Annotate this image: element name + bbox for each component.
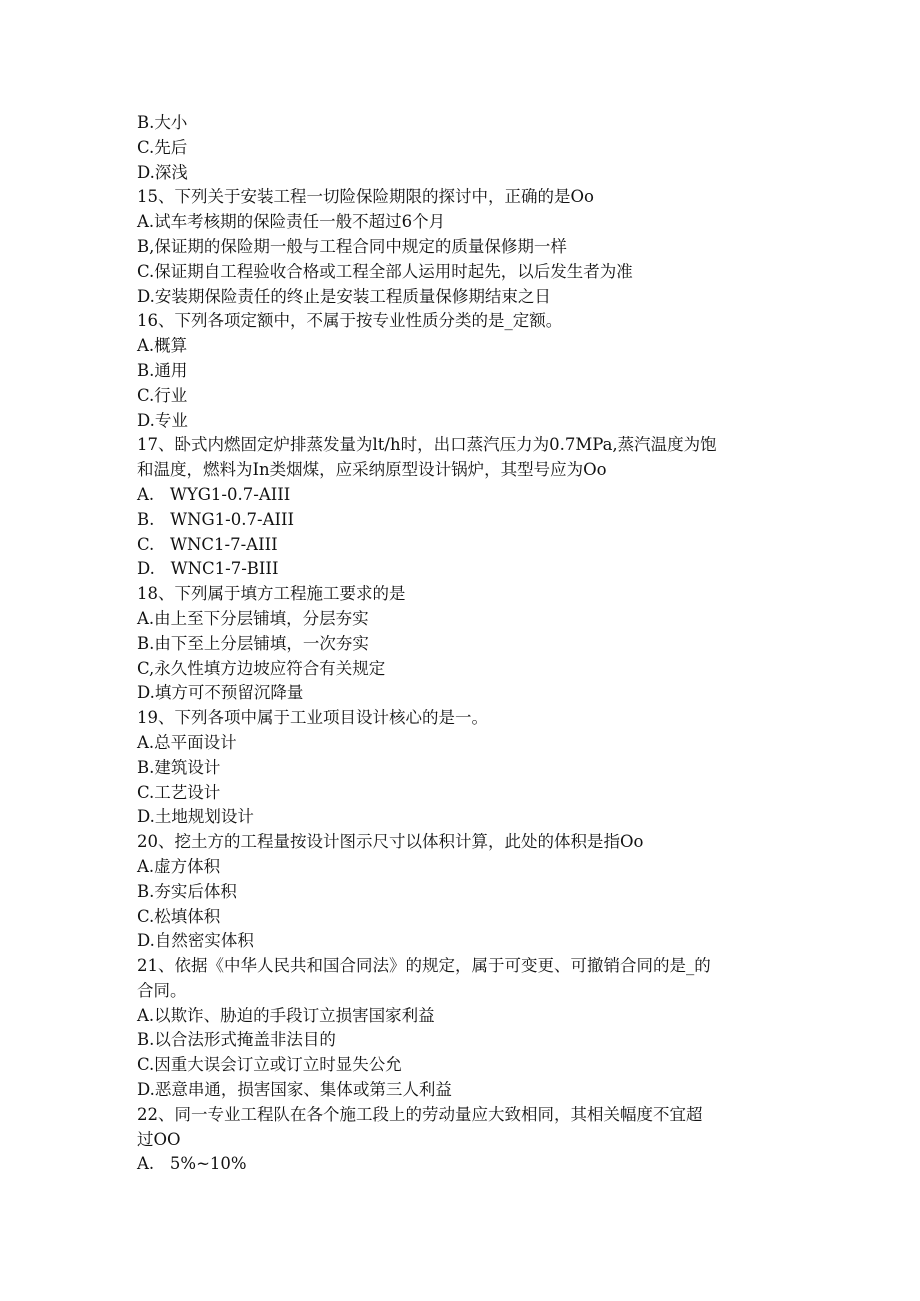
q20-option-a: A.虚方体积 <box>137 856 221 876</box>
q21-option-d: D.恶意串通，损害国家、集体或第三人利益 <box>137 1080 452 1100</box>
q15-option-c: C.保证期自工程验收合格或工程全部人运用时起先，以后发生者为准 <box>137 261 633 281</box>
q17-option-c: C. WNC1-7-AIII <box>137 534 278 554</box>
option-d-15pre: D.深浅 <box>137 162 188 182</box>
q17-option-b: B. WNG1-0.7-AIII <box>137 509 295 529</box>
q20-option-d: D.自然密实体积 <box>137 931 254 951</box>
question-16: 16、下列各项定额中，不属于按专业性质分类的是_定额。 <box>137 311 563 331</box>
q15-option-d: D.安装期保险责任的终止是安装工程质量保修期结束之日 <box>137 286 551 306</box>
q16-option-d: D.专业 <box>137 410 188 430</box>
question-22-line1: 22、同一专业工程队在各个施工段上的劳动量应大致相同，其相关幅度不宜超 <box>137 1104 703 1124</box>
q16-option-b: B.通用 <box>137 360 188 380</box>
q21-option-c: C.因重大误会订立或订立时显失公允 <box>137 1055 402 1075</box>
q19-option-d: D.土地规划设计 <box>137 807 254 827</box>
q18-option-c: C,永久性填方边坡应符合有关规定 <box>137 658 386 678</box>
question-20: 20、挖土方的工程量按设计图示尺寸以体积计算，此处的体积是指Oo <box>137 832 644 852</box>
document-page <box>137 111 787 1177</box>
q20-option-c: C.松填体积 <box>137 906 221 926</box>
question-15: 15、下列关于安装工程一切险保险期限的探讨中，正确的是Oo <box>137 187 594 207</box>
q15-option-a: A.试车考核期的保险责任一般不超过6个月 <box>137 212 446 232</box>
question-19: 19、下列各项中属于工业项目设计核心的是一。 <box>137 708 488 728</box>
q15-option-b: B,保证期的保险期一般与工程合同中规定的质量保修期一样 <box>137 236 567 256</box>
q17-option-d: D. WNC1-7-BIII <box>137 559 279 579</box>
q21-option-b: B.以合法形式掩盖非法目的 <box>137 1030 336 1050</box>
q18-option-d: D.填方可不预留沉降量 <box>137 683 304 703</box>
question-17-line2: 和温度，燃料为In类烟煤，应采纳原型设计锅炉，其型号应为Oo <box>137 460 607 480</box>
question-17-line1: 17、卧式内燃固定炉排蒸发量为lt/h时，出口蒸汽压力为0.7MPa,蒸汽温度为饱 <box>137 435 717 455</box>
q19-option-a: A.总平面设计 <box>137 732 237 752</box>
q16-option-a: A.概算 <box>137 336 188 356</box>
question-22-line2: 过OO <box>137 1129 181 1149</box>
question-21-line1: 21、依据《中华人民共和国合同法》的规定，属于可变更、可撤销合同的是_的 <box>137 956 711 976</box>
q21-option-a: A.以欺诈、胁迫的手段订立损害国家利益 <box>137 1005 435 1025</box>
q19-option-b: B.建筑设计 <box>137 757 221 777</box>
option-b-15pre: B.大小 <box>137 113 188 132</box>
question-21-line2: 合同。 <box>137 980 187 1000</box>
q19-option-c: C.工艺设计 <box>137 782 221 802</box>
q18-option-b: B.由下至上分层铺填，一次夯实 <box>137 633 369 653</box>
q17-option-a: A. WYG1-0.7-AIII <box>137 484 291 504</box>
option-c-15pre: C.先后 <box>137 137 188 157</box>
q20-option-b: B.夯实后体积 <box>137 881 237 901</box>
question-18: 18、下列属于填方工程施工要求的是 <box>137 584 406 604</box>
q22-option-a: A. 5%~10% <box>137 1154 247 1174</box>
q18-option-a: A.由上至下分层铺填，分层夯实 <box>137 608 369 628</box>
q16-option-c: C.行业 <box>137 385 188 405</box>
